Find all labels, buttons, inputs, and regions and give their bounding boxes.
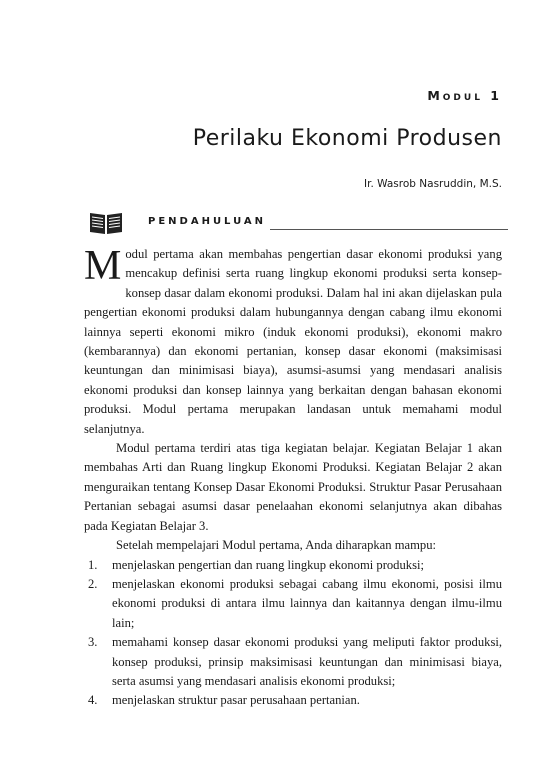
module-label: Modul 1 <box>427 88 502 103</box>
list-text: menjelaskan ekonomi produksi sebagai cabang ilmu ekonomi, posisi ilmu ekonomi produksi di antara ilmu lainnya dan kaitannya dengan ilmu-ilmu lain; <box>112 576 502 630</box>
section-title: PENDAHULUAN <box>148 216 266 227</box>
open-book-icon <box>88 210 124 236</box>
list-number: 3. <box>88 635 98 650</box>
list-item <box>84 691 502 710</box>
goals-intro: Setelah mempelajari Modul pertama, Anda diharapkan mampu: <box>116 538 436 553</box>
list-item <box>84 575 502 633</box>
body-text <box>84 245 502 711</box>
list-text: memahami konsep dasar ekonomi produksi yang meliputi faktor produksi, konsep produksi, prinsip maksimisasi keuntungan dan minimisasi biaya, serta asumsi yang mendasari analisis ekonomi produksi; <box>112 635 502 688</box>
goals-list <box>84 556 502 711</box>
section-heading <box>88 210 508 236</box>
list-text: menjelaskan struktur pasar perusahaan pertanian. <box>112 693 360 708</box>
page-title: Perilaku Ekonomi Produsen <box>192 126 502 151</box>
list-text: menjelaskan pengertian dan ruang lingkup ekonomi produksi; <box>112 557 424 572</box>
list-number: 4. <box>88 693 98 708</box>
author-name: Ir. Wasrob Nasruddin, M.S. <box>364 178 502 190</box>
list-number: 2. <box>88 576 98 591</box>
drop-cap: M <box>84 243 122 289</box>
list-number: 1. <box>88 557 98 572</box>
paragraph-activities: Modul pertama terdiri atas tiga kegiatan belajar. Kegiatan Belajar 1 akan membahas Arti dan Ruang lingkup Ekonomi Produksi. Kegiatan Belajar 2 akan menguraikan tentang Konsep Dasar Ekonomi Produksi. Struktur Pasar Perusahaan Pertanian sebagai asumsi dasar penelaahan ekonomi selanjutnya akan dibahas pada Kegiatan Belajar 3. <box>84 441 502 533</box>
paragraph-text: odul pertama akan membahas pengertian dasar ekonomi produksi yang mencakup definisi serta ruang lingkup ekonomi produksi serta konsep-konsep dasar dalam ekonomi produksi. Dalam hal ini akan dijelaskan pula pengertian ekonomi produksi dalam hubungannya dengan cabang ilmu ekonomi lainnya seperti ekonomi mikro (induk ekonomi produksi), ekonomi makro (kembarannya) dan ekonomi pertanian, konsep dasar ekonomi (maksimisasi keuntungan dan minimisasi biaya), asumsi-asumsi yang mendasari analisis ekonomi produksi dan konsep lainnya yang berkaitan dengan bahasan ekonomi produksi. Modul pertama merupakan landasan untuk memahami modul selanjutnya. <box>84 247 502 436</box>
list-item <box>84 556 502 575</box>
list-item <box>84 633 502 691</box>
section-divider <box>270 229 508 230</box>
intro-paragraph <box>84 245 502 439</box>
